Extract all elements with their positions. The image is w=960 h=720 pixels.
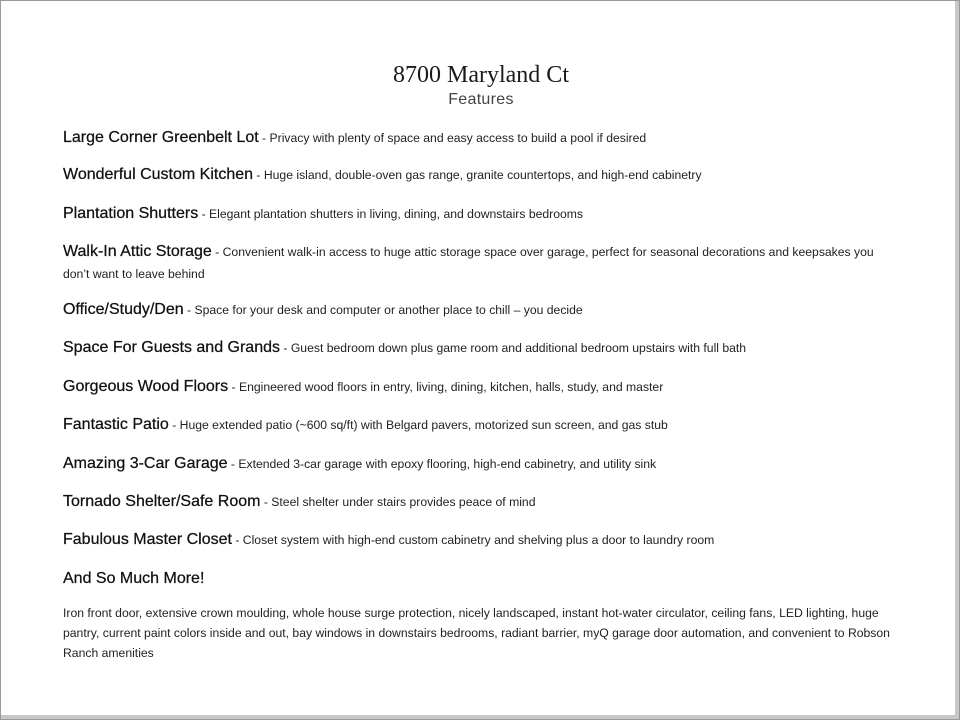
feature-name: Tornado Shelter/Safe Room [63,493,261,510]
feature-description: - Privacy with plenty of space and easy access to build a pool if desired [258,131,647,145]
feature-description: - Steel shelter under stairs provides peace of mind [260,495,536,509]
feature-description: - Space for your desk and computer or another place to chill – you decide [183,303,583,317]
page-subtitle: Features [448,91,514,108]
feature-item [63,299,903,321]
feature-name: Amazing 3-Car Garage [63,455,228,472]
feature-description: - Engineered wood floors in entry, living, dining, kitchen, halls, study, and master [228,380,664,394]
feature-description: - Guest bedroom down plus game room and additional bedroom upstairs with full bath [280,341,747,355]
feature-name: Plantation Shutters [63,205,199,222]
feature-item [63,376,903,398]
feature-name: Office/Study/Den [63,301,184,318]
feature-item [63,203,903,225]
feature-item [63,241,903,285]
feature-name: Large Corner Greenbelt Lot [63,129,259,146]
feature-name: Space For Guests and Grands [63,339,280,356]
feature-description: - Huge extended patio (~600 sq/ft) with Belgard pavers, motorized sun screen, and gas stub [168,418,668,432]
feature-name: Walk-In Attic Storage [63,243,212,260]
feature-description: - Convenient walk-in access to huge attic storage space over garage, perfect for seasonal decorations and keepsakes you don’t want to leave behind [63,245,874,281]
feature-item [63,337,903,359]
feature-item [63,491,903,513]
feature-item [63,164,903,186]
feature-item [63,414,903,436]
feature-item [63,453,903,475]
feature-description: - Elegant plantation shutters in living, dining, and downstairs bedrooms [198,207,584,221]
feature-description: - Closet system with high-end custom cabinetry and shelving plus a door to laundry room [231,533,715,547]
feature-name: Wonderful Custom Kitchen [63,166,254,183]
feature-name: Fantastic Patio [63,416,169,433]
feature-description: - Huge island, double-oven gas range, granite countertops, and high-end cabinetry [253,168,702,182]
more-heading: And So Much More! [63,570,205,587]
page-title: 8700 Maryland Ct [393,62,569,88]
feature-item [63,529,903,551]
feature-description: - Extended 3-car garage with epoxy flooring, high-end cabinetry, and utility sink [227,457,657,471]
feature-item [63,127,903,149]
feature-name: Gorgeous Wood Floors [63,378,229,395]
more-description: Iron front door, extensive crown moulding, whole house surge protection, nicely landscaped, instant hot-water circulator, ceiling fans, LED lighting, huge pantry, current paint colors inside and out, bay windows in downstairs bedrooms, radiant barrier, myQ garage door automation, and convenient to Robson Ranch amenities [63,606,890,660]
feature-name: Fabulous Master Closet [63,531,232,548]
